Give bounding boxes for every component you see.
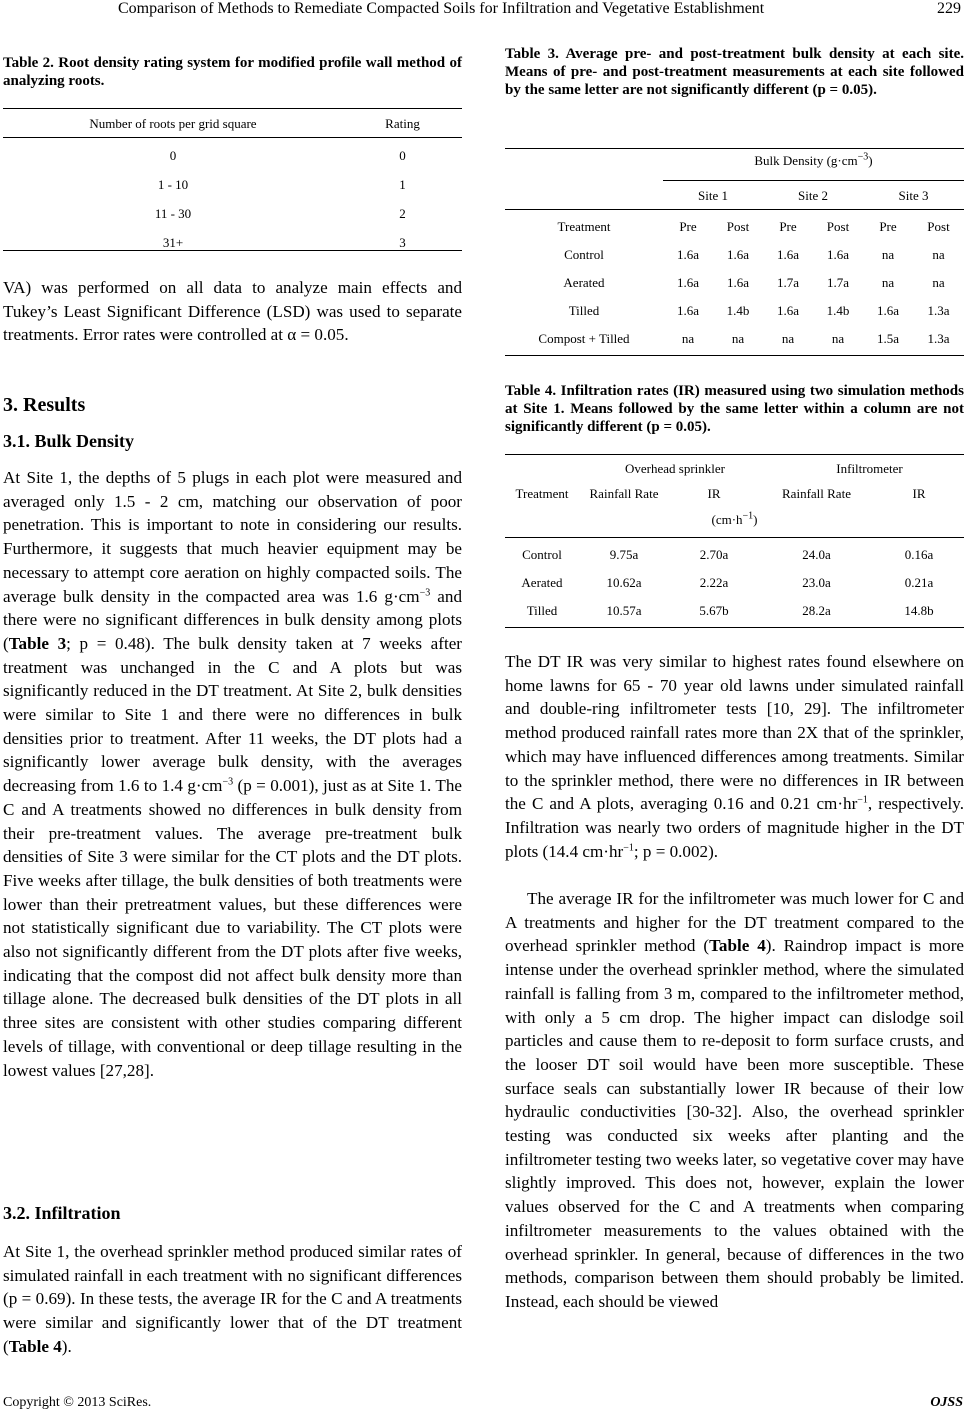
copyright: Copyright © 2013 SciRes. bbox=[3, 1395, 152, 1410]
results-heading: 3. Results bbox=[3, 394, 86, 416]
table-cell: na bbox=[831, 331, 845, 346]
table-row bbox=[3, 199, 462, 228]
table-cell: 1.3a bbox=[927, 331, 950, 346]
table-cell: na bbox=[681, 331, 695, 346]
table4-bottom-rule bbox=[505, 627, 964, 628]
table4-header bbox=[505, 483, 964, 505]
table-cell: 9.75a bbox=[609, 547, 639, 562]
table4-col-header: Rainfall Rate bbox=[589, 486, 659, 501]
table-cell: 1.6a bbox=[776, 247, 800, 262]
table-row bbox=[505, 241, 964, 269]
table-cell: 1.6a bbox=[876, 303, 900, 318]
table-cell: 10.62a bbox=[606, 575, 642, 590]
table4-header-rule bbox=[505, 537, 964, 538]
table-row bbox=[3, 170, 462, 199]
table-cell: 1 bbox=[399, 176, 406, 192]
table4-top-rule bbox=[505, 454, 964, 455]
table4-reference: Table 4 bbox=[709, 936, 766, 956]
table-cell: 14.8b bbox=[904, 603, 934, 618]
table-cell: 0 bbox=[169, 147, 177, 163]
table-cell: Pre bbox=[879, 219, 897, 234]
table3-top-rule bbox=[505, 148, 964, 149]
table-cell: Control bbox=[522, 547, 562, 562]
table4-group-header: Infiltrometer bbox=[836, 461, 903, 476]
table3-group-header: Bulk Density $(g\cdot cm^{-3})$ bbox=[754, 151, 873, 168]
table2-header: Number of roots per grid square bbox=[89, 116, 257, 131]
table-row bbox=[505, 213, 964, 241]
table-row bbox=[505, 569, 964, 597]
table-cell: Aerated bbox=[563, 275, 605, 290]
table3-caption: Table 3. Average pre- and post-treatment bulk density at each site. Means of pre- and post-treatment measurements at each site followed by the same letter are not significantly different (p = 0.05). bbox=[505, 46, 964, 98]
table-cell: 2 bbox=[399, 205, 406, 221]
table-cell: Post bbox=[726, 219, 750, 234]
table-cell: Aerated bbox=[521, 575, 563, 590]
table-cell: 1.7a bbox=[826, 275, 850, 290]
table-cell: 1.7a bbox=[776, 275, 800, 290]
table-cell: 1.3a bbox=[927, 303, 950, 318]
table3-group-rule bbox=[663, 180, 964, 181]
table2-body bbox=[3, 141, 462, 257]
table-cell: 11 - 30 bbox=[154, 205, 192, 221]
table3-body bbox=[505, 213, 964, 353]
table-cell: 1.5a bbox=[876, 331, 900, 346]
table-row bbox=[505, 269, 964, 297]
table-cell: na bbox=[932, 247, 945, 262]
table4-groups bbox=[505, 459, 964, 479]
table4-reference: Table 4 bbox=[8, 1336, 62, 1356]
discussion-paragraph-2: The average IR for the infiltrometer was much lower for C and A treatments and higher for the DT treatment compared to the overhead sprinkler method (Table 4). Raindrop impact is more intense under the overhead sprinkler method, where the simulated rainfall is falling from 3 m, compared to the infiltrometer method, with only a 5 cm drop. The higher impact can dislodge soil particles and cause them to re-deposit to form surface crusts, and the looser DT soil would have been more susceptible. These surface seals can substantially lower IR because of their low hydraulic conductivities [30-32]. Also, the overhead sprinkler testing was conducted six weeks after planting and the infiltrometer testing two weeks later, so vegetative cover may have slightly improved. This does not, however, explain the lower values observed for the C and A treatments when comparing infiltrometer measurements to the values obtained with the overhead sprinkler. In general, because of differences in the two methods, comparison between them should probably be limited. Instead, each should be viewed bbox=[505, 889, 964, 1311]
page-number: 229 bbox=[937, 0, 961, 17]
table3-sites bbox=[663, 185, 964, 207]
table-cell: 1.6a bbox=[676, 275, 700, 290]
table3-subheader-rule bbox=[505, 209, 964, 210]
table3-reference: Table 3 bbox=[8, 633, 67, 653]
table-cell: 0.16a bbox=[904, 547, 934, 562]
table-cell: 0 bbox=[399, 147, 406, 163]
table-cell: 1.6a bbox=[676, 303, 700, 318]
table-cell: 24.0a bbox=[802, 547, 831, 562]
journal-name: OJSS bbox=[930, 1395, 963, 1410]
site-header: Site 2 bbox=[798, 188, 828, 203]
table-row bbox=[505, 297, 964, 325]
table4-group-header: Overhead sprinkler bbox=[625, 461, 725, 476]
table-cell: 23.0a bbox=[802, 575, 831, 590]
table4-col-header: IR bbox=[707, 486, 721, 501]
table4-body bbox=[505, 541, 964, 625]
table4-col-header: Rainfall Rate bbox=[782, 486, 851, 501]
table-cell: Pre bbox=[779, 219, 797, 234]
table-cell: 2.70a bbox=[699, 547, 729, 562]
table-cell: Compost + Tilled bbox=[538, 331, 630, 346]
table-row bbox=[3, 228, 462, 257]
table4-units: $(cm\cdot h^{-1})$ bbox=[711, 510, 758, 527]
table-cell: 1.6a bbox=[826, 247, 850, 262]
table-cell: 1.4b bbox=[826, 303, 850, 318]
table-cell: na bbox=[781, 331, 795, 346]
site-header: Site 1 bbox=[698, 188, 728, 203]
table-cell: 2.22a bbox=[699, 575, 729, 590]
infiltration-paragraph: At Site 1, the overhead sprinkler method produced similar rates of simulated rainfall in each treatment with no significant differences (p = 0.69). In these tests, the average IR for the C and A treatments were similar and significantly lower that of the DT treatment (Table 4). bbox=[3, 1242, 462, 1356]
table4-caption: Table 4. Infiltration rates (IR) measured using two simulation methods at Site 1. Means followed by the same letter within a column are not significantly different (p = 0.05). bbox=[505, 383, 964, 435]
table-cell: Control bbox=[564, 247, 604, 262]
table-cell: Tilled bbox=[568, 303, 600, 318]
table4-col-header: Treatment bbox=[515, 486, 569, 501]
intro-paragraph: VA) was performed on all data to analyze main effects and Tukey’s Least Significant Difference (LSD) was used to separate treatments. Error rates were controlled at α = 0.05. bbox=[3, 278, 462, 345]
table-cell: Post bbox=[826, 219, 850, 234]
table-cell: na bbox=[932, 275, 945, 290]
table-cell: 1.6a bbox=[676, 247, 700, 262]
running-title: Comparison of Methods to Remediate Compacted Soils for Infiltration and Vegetative Establishment bbox=[118, 0, 765, 17]
discussion-paragraph-1: The DT IR was very similar to highest rates found elsewhere on home lawns for 65 - 70 year old lawns under simulated rainfall and double-ring infiltrometer tests [10, 29]. The infiltrometer method produced rainfall rates more than 2X that of the sprinkler, which may have influenced differences among treatments. Similar to the sprinkler method, there were no differences in IR between the C and A plots, averaging 0.16 and 0.21 $cm\cdot hr^{-1}$, respectively. Infiltration was nearly two orders of magnitude higher in the DT plots (14.4 $cm\cdot hr^{-1}$; p = 0.002). bbox=[505, 652, 964, 861]
table2-caption: Table 2. Root density rating system for modified profile wall method of analyzing roots. bbox=[3, 55, 462, 89]
table2-top-rule bbox=[3, 108, 462, 109]
table-cell: na bbox=[881, 275, 895, 290]
table-cell: Post bbox=[927, 219, 950, 234]
table-cell: 10.57a bbox=[606, 603, 642, 618]
table2-header: Rating bbox=[385, 116, 420, 131]
table-row bbox=[505, 597, 964, 625]
table-cell: 1 - 10 bbox=[157, 176, 189, 192]
site-header: Site 3 bbox=[898, 188, 929, 203]
table-cell: 1.6a bbox=[726, 247, 750, 262]
table-row bbox=[3, 141, 462, 170]
table-cell: Treatment bbox=[557, 219, 611, 234]
table-cell: 1.4b bbox=[726, 303, 750, 318]
table4-col-header: IR bbox=[912, 486, 926, 501]
table-cell: na bbox=[881, 247, 895, 262]
table-cell: 31+ bbox=[162, 234, 184, 250]
table-cell: 1.6a bbox=[776, 303, 800, 318]
table2 bbox=[3, 114, 462, 134]
bulk-density-heading: 3.1. Bulk Density bbox=[3, 431, 135, 451]
bulk-density-paragraph: At Site 1, the depths of 5 plugs in each plot were measured and averaged only 1.5 - 2 cm, matching our observation of poor penetration. This is important to note in considering our results. Furthermore, it suggests that much heavier equipment may be necessary to attempt core aeration on highly compacted soils. The average bulk density in the compacted area was 1.6 $g\cdot cm^{-3}$ and there were no significant differences in bulk density among plots (Table 3; p = 0.48). The bulk density taken at 7 weeks after treatment was unchanged in the C and A plots but was significantly reduced in the DT treatment. At Site 2, bulk densities were similar to Site 1 and there were no differences in bulk densities prior to treatment. After 11 weeks, the DT plots had a significantly lower average bulk density, with the averages decreasing from 1.6 to 1.4 $g\cdot cm^{-3}$ (p = 0.001), just as at Site 1. The C and A treatments showed no differences in bulk density from their pre-treatment values. The average pre-treatment bulk densities of Site 3 were similar for the CT plots and the DT plots. Five weeks after tillage, the bulk densities of both treatments were lower than their pretreatment values, but these differences were not statistically significant due to variability. The CT plots were also not significantly different from the DT plots after five weeks, indicating that the compost did not affect bulk density more than tillage alone. The decreased bulk densities of the DT plots in all three sites are consistent with other studies comparing different levels of tillage, with conventional or deep tillage resulting in the lowest values [27,28]. bbox=[3, 468, 462, 1080]
page-header bbox=[0, 0, 969, 24]
table2-header-rule bbox=[3, 137, 462, 138]
table-cell: 0.21a bbox=[904, 575, 934, 590]
table-cell: 1.6a bbox=[726, 275, 750, 290]
table-cell: 28.2a bbox=[802, 603, 831, 618]
table2-bottom-rule bbox=[3, 250, 462, 251]
table-row bbox=[505, 325, 964, 353]
table-cell: Tilled bbox=[526, 603, 558, 618]
table-cell: na bbox=[731, 331, 745, 346]
infiltration-heading: 3.2. Infiltration bbox=[3, 1203, 121, 1223]
table-cell: 5.67b bbox=[699, 603, 729, 618]
table-row bbox=[505, 541, 964, 569]
table-cell: Pre bbox=[679, 219, 697, 234]
table3-bottom-rule bbox=[505, 355, 964, 356]
table-cell: 3 bbox=[399, 234, 406, 250]
